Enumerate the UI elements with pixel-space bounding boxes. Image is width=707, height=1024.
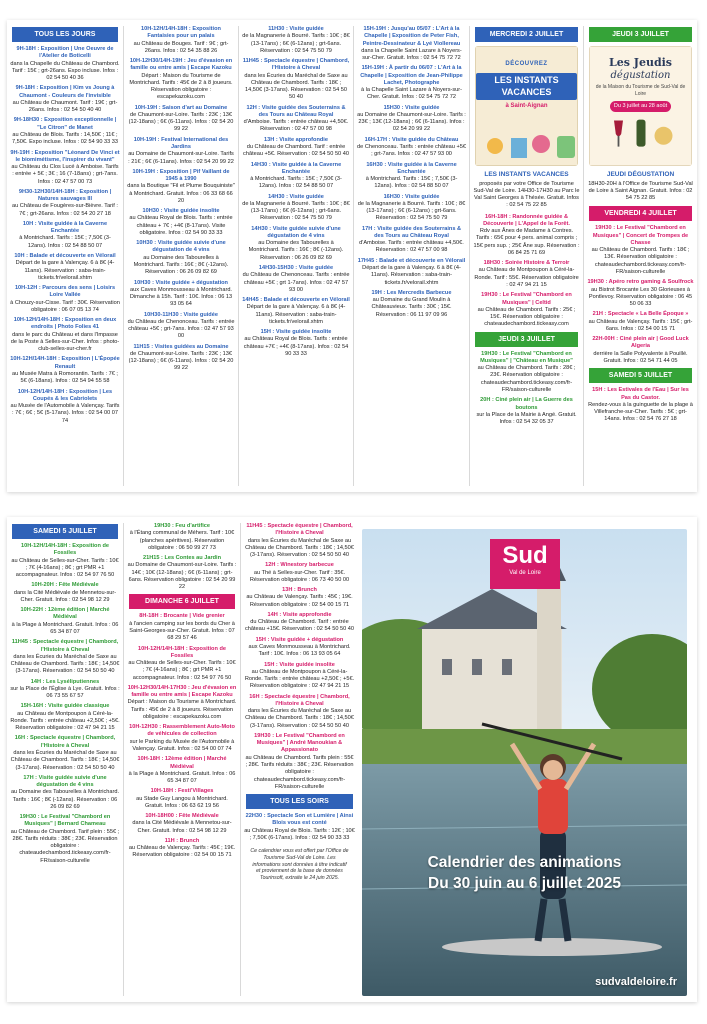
event-item — [473, 292, 580, 328]
event-item — [10, 150, 120, 186]
event-details: au Domaine de Chaumont-sur-Loire. Tarifs : 21€ ; 6€ (6-11ans). Infos : 02 54 20 99 22 — [128, 151, 234, 165]
website-link[interactable]: sudvaldeloire.fr — [595, 976, 677, 988]
event-title: 17H45 : Balade et découverte en Vélorail — [357, 257, 466, 264]
event-item — [242, 265, 350, 294]
event-details: au Château de Chambord. Tarif plein : 55€ ; 28€. Tarifs réduits : 38€ ; 23€. Réservation obligatoire : chateaudechambord.tickeasy.com/fr-FR/saison-culturelle — [10, 828, 120, 864]
event-details: Rdv aux Ânes de Madame à Contres. Tarifs : 65€ pour 4 pers. animal compris ; 15€ pers sup. ; 25€ Âne sup. Réservation : 06 84 25 71 69 — [473, 228, 580, 256]
event-details: au Château Royal de Blois. Tarifs : 12€ ; 10€ ; 7,50€ (6-17ans). Infos : 02 54 90 33 33 — [244, 827, 355, 841]
event-title: 19H : Les Mercredis Barbecue — [371, 289, 452, 296]
logo-subtext: Val de Loire — [509, 570, 541, 576]
event-title: 10H30-11H30 : Visite guidée — [144, 311, 218, 318]
event-details: dans les Écuries du Maréchal de Saxe au Château de Chambord. Tarifs : 18€ ; 14,50€ (3-17ans). Réservation : 02 54 50 50 40 — [245, 708, 354, 729]
event-title: 10H-12H/14H-18H : Exposition | L'Épopée Renault — [10, 356, 120, 370]
event-title: 10H-12H/14H-18H : Exposition Fantaisies pour un palais — [141, 26, 221, 40]
event-item — [244, 662, 355, 691]
event-title: 14H45 : Balade et découverte en Vélorail — [242, 297, 350, 304]
event-title: 20H : Ciné plein air | La Guerre des boutons — [480, 397, 573, 411]
event-item — [244, 694, 355, 730]
column-5 — [470, 26, 584, 486]
event-item — [127, 685, 237, 721]
event-item — [244, 562, 355, 584]
wine-illustration — [596, 116, 686, 152]
event-title: 10H-12H/14H-18H : Exposition | Les Coupés & les Cabriolets — [17, 388, 113, 402]
column-4 — [354, 26, 470, 486]
event-details: d'Amboise. Tarifs : entrée château +4,50€. Réservation : 02 47 57 00 98 — [243, 119, 349, 133]
event-item — [242, 26, 350, 55]
event-details: à l'Étang communal de Méhers. Tarif : 10€ (planches apéritives). Réservation obligatoire : 06 50 99 27 73 — [129, 530, 235, 551]
event-details: Départ de la gare à Valençay. 6 à 8€ (4-11ans). Réservation : saba-train-tickets.fr/velorail.xhtm — [246, 304, 346, 325]
event-item — [473, 214, 580, 258]
disclaimer-note: Ce calendrier vous est offert par l'Office de Tourisme Sud-Val de Loire. Les informations sont données à titre indicatif et proviennent de la base de données Tourinsoft, extraite le 24 juin 2025. — [250, 848, 349, 882]
event-details: à la Plage à Montrichard. Gratuit. Infos : 06 65 34 87 07 — [11, 621, 119, 636]
paddle-landscape-illustration — [362, 529, 687, 996]
event-title: 10H-18H00 : Fête Médiévale — [145, 813, 219, 820]
event-details: au Château de Chaumont. Tarif : 19€ ; grt-26ans. Infos : 02 54 50 40 40 — [12, 99, 118, 114]
event-title: 10H-20H : Fête Médiévale — [31, 582, 99, 589]
event-details: dans la Boutique "Fil et Plume Bouquiniste" à Montrichard. Gratuit. Infos : 06 33 68 66 20 — [127, 183, 235, 204]
event-item — [357, 194, 466, 223]
event-title: 15H : Les Estivales de l'Eau | Sur les Pas du Castor. — [592, 387, 689, 401]
poster-text: à Saint-Aignan — [505, 103, 548, 110]
event-item — [473, 260, 580, 289]
event-title: 10H-19H : Exposition | Pif Vaillant de 1945 à 1990 — [132, 168, 230, 183]
day-header: VENDREDI 4 JUILLET — [589, 206, 692, 221]
poster-text: Les Jeudis — [608, 56, 673, 70]
event-item — [242, 58, 350, 102]
logo-text: Sud — [502, 542, 548, 569]
event-item — [244, 523, 355, 559]
day-header: MERCREDI 2 JUILLET — [475, 27, 578, 42]
event-details: Rendez-vous à la guinguette de la plage à Villefranche-sur-Cher. Tarifs : 5€ ; grt-14ans. Infos : 02 54 76 27 18 — [588, 401, 693, 423]
event-item — [357, 162, 466, 191]
event-title: 15H-19H : À partir du 06/07 : L'Art à la Chapelle | Exposition de Jean-Philippe Lachet, Photographe — [360, 65, 463, 86]
event-title: 10H-18H : Festi'Villages — [150, 788, 214, 795]
event-item — [10, 607, 120, 636]
event-item — [10, 389, 120, 425]
event-title: 22H30 : Spectacle Son et Lumière | Ainsi Blois vous est conté — [245, 813, 354, 827]
event-item — [587, 225, 694, 276]
event-details: du Château de Chambord. Tarif : entrée château +5€. Réservation : 02 54 50 50 40 — [243, 143, 349, 158]
event-details: au Château de Valençay. Tarifs : 45€ ; 19€. Réservation obligatoire : 02 54 00 15 71 — [246, 594, 353, 608]
poster-text: DÉCOUVREZ — [505, 61, 548, 68]
event-details: à Montrichard. Tarifs : 15€ ; 7,50€ (3-12ans). Infos : 02 54 88 50 07 — [365, 176, 458, 190]
event-details: du Château de Chenonceau. Tarifs : entrée château +5€ ; grt 1-7ans). Infos : 02 47 57 93 00 — [242, 272, 350, 293]
event-item — [242, 105, 350, 134]
event-title: 9H30-12H30/14H-18H : Exposition | Natures sauvages III — [18, 188, 112, 203]
event-details: au Musée de l'Automobile à Valençay. Tarifs : 7€ ; 6€ ; 5€ (5-17ans). Infos : 02 54 00 07 74 — [10, 403, 120, 424]
event-title: 19H30 : Le Festival "Chambord en Musiques" | Bernard Chameau — [19, 814, 111, 828]
event-title: 14H30 : Visite guidée suivie d'une dégustation de 4 vins — [251, 225, 341, 239]
event-details: dans les Écuries du Maréchal de Saxe au Château de Chambord. Tarifs : 18€ ; 14,50€ (3-17ans). Réservation : 02 54 50 50 40 — [10, 750, 120, 771]
event-details: dans la Chapelle du Château de Chambord. Tarif : 15€ ; grt-26ans. Expo incluse. Infos : 02 54 50 40 36 — [10, 60, 120, 82]
event-title: 10H-12H : Parcours des sens | Loisirs Loire Vallée — [14, 285, 116, 299]
event-item — [10, 679, 120, 701]
event-details: à l'ancien camping sur les bords du Cher à Saint-Georges-sur-Cher. Gratuit. Infos : 07 68 29 57 46 — [129, 620, 235, 642]
event-title: 16H-17H : Visite guidée du Château — [364, 136, 459, 143]
event-item — [127, 58, 235, 102]
event-item — [10, 543, 120, 579]
event-title: 12H : Winestory barbecue — [265, 562, 334, 569]
event-details: au Château de Chambord. Tarifs : 25€ ; 15€. Réservation obligatoire : chateaudechambord.tickeasy.com — [477, 306, 576, 328]
event-title: 8H-18H : Brocante | Vide grenier — [139, 613, 225, 620]
event-item — [357, 226, 466, 255]
event-details: à la Plage à Montrichard. Gratuit. Infos : 06 65 34 87 07 — [128, 770, 236, 785]
event-item — [127, 169, 235, 205]
event-title: 21H15 : Les Contes au Jardin — [142, 555, 222, 562]
card-title: JEUDI DÉGUSTATION — [606, 171, 675, 179]
column-3 — [239, 26, 354, 486]
event-item — [242, 329, 350, 358]
event-item — [242, 162, 350, 191]
event-item — [10, 117, 120, 146]
event-details: au Château de Selles-sur-Cher. Tarifs : 10€ ; 7€ (4-16ans) ; 8€ ; grt PMR +1 accompagnateur. Infos : 02 54 97 76 50 — [128, 660, 236, 681]
event-item — [10, 46, 120, 82]
event-title: 19H30 : Le Festival "Chambord en Musiques" | Concert de Trompes de Chasse — [592, 225, 689, 246]
event-details: de Chaumont-sur-Loire. Tarifs : 23€ ; 13€ (12-18ans) ; 6€ (6-11ans). Infos : 02 54 20 99 22 — [128, 111, 234, 133]
event-item — [127, 523, 237, 552]
event-item — [587, 279, 694, 308]
cover-title — [362, 854, 687, 893]
event-item — [127, 312, 235, 341]
event-title: 9H-18H : Exposition | Kim vs Joung à Chaumont - Couleurs de l'invisible — [15, 85, 115, 99]
event-details: au Château de Montpoupon à Céré-la-Ronde. Tarif : 55€. Réservation obligatoire : 02 47 94 21 15 — [474, 267, 579, 288]
event-item — [357, 137, 466, 159]
event-title: 15H : Visite guidée + dégustation — [255, 636, 344, 643]
event-details: au Domaine de Chaumont-sur-Loire. Tarifs : 23€ ; 13€ (12-18ans) ; 6€ (6-11ans). Infos : 02 54 20 99 22 — [357, 111, 466, 133]
event-item — [244, 733, 355, 791]
event-title: 9H-18H : Exposition | Une Oeuvre de l'Atelier de Boticelli — [16, 46, 114, 60]
event-item — [10, 735, 120, 771]
event-title: 10H : Balade et découverte en Vélorail — [14, 253, 116, 259]
event-item — [242, 194, 350, 223]
poster-illustration — [483, 126, 578, 160]
event-details: au Bistrot Brocante Les 30 Glorieuses à Pontlevoy. Réservation obligatoire : 06 45 50 06 33 — [588, 286, 693, 308]
event-item — [127, 555, 237, 591]
event-item — [242, 297, 350, 326]
event-item — [10, 814, 120, 865]
event-title: 10H-12H/14H-18H : Exposition en deux endroits | Photo Folies 41 — [13, 317, 117, 331]
event-title: 14H : Visite approfondie — [267, 611, 332, 618]
event-title: 14H30-15H30 : Visite guidée — [258, 264, 334, 271]
event-title: 19H30 : Feu d'artifice — [153, 523, 211, 529]
event-details: au Château du Clos Lucé à Amboise. Tarifs : entrée + 5€ ; 3€ ; 16 (7-18ans) ; grt-7ans. Infos : 02 47 57 00 73 — [11, 164, 119, 185]
event-title: 9H-18H30 : Exposition exceptionnelle | "Le Citron" de Manet — [13, 117, 117, 131]
sud-val-de-loire-logo — [490, 539, 560, 589]
event-title: 13H : Visite approfondie — [264, 136, 328, 143]
event-details: aux Caves Monmousseau à Montrichard. Tarif : 10€. Infos : 06 13 93 05 64 — [248, 643, 351, 658]
jeudis-degustation-poster — [589, 46, 692, 166]
event-details: au Domaine de Chaumont-sur-Loire. Tarifs : 14€ ; 10€ (12-18ans) ; 6€ (6-11ans) ; grt-6ans. Réservation obligatoire : 02 54 20 99 22 — [127, 562, 237, 591]
event-title: 15H-16H : Visite guidée classique — [20, 703, 110, 710]
event-item — [10, 317, 120, 353]
event-item — [10, 703, 120, 732]
event-details: dans les Écuries du Maréchal de Saxe au Château de Chambord. Tarifs : 18€ ; 14,50€ (3-17ans). Réservation : 02 54 50 50 40 — [10, 653, 120, 675]
event-details: au Château de Selles-sur-Cher. Tarifs : 10€ ; 7€ (4-16ans) ; 8€ ; grt PMR +1 accompagnateur. Infos : 02 54 97 76 50 — [11, 557, 119, 579]
card-description: proposés par votre Office de Tourisme Sud-Val de Loire. 14H30-17H30 au Parc le Val Saint Georges à Thésée. Gratuit. Infos : 02 54 75 22 85 — [473, 180, 580, 209]
event-details: derrière la Salle Polyvalente à Pouillé. Gratuit. Infos : 02 54 71 44 05 — [593, 350, 688, 364]
event-item — [473, 351, 580, 395]
event-item — [587, 387, 694, 423]
event-details: Départ de la gare à Valençay. 6 à 8€ (4-11ans). Réservation : saba-train-tickets.fr/velorail.xhtm — [362, 264, 461, 286]
event-details: de la Magnanerie à Bourré. Tarifs : 10€ ; 8€ (13-17ans) ; 6€ (6-12ans) ; grt-6ans. Réservation : 02 54 75 50 79 — [242, 33, 350, 54]
event-details: au Château de Montpoupon à Céré-la-Ronde. Tarifs : entrée château +2,50€ ; +5€. Réservation obligatoire : 02 47 94 21 15 — [244, 668, 355, 690]
event-details: au Thé à Selles-sur-Cher. Tarif : 35€. Réservation obligatoire : 06 73 40 50 00 — [249, 569, 350, 583]
cover-title-line1: Calendrier des animations — [427, 854, 622, 871]
event-title: 16H30 : Visite guidée — [383, 193, 440, 200]
event-details: dans les Écuries du Maréchal de Saxe au Château de Chambord. Tarifs : 18€ ; 14,50€ (3-17ans). Réservation : 02 54 50 50 40 — [244, 72, 348, 101]
event-details: au Château de Montpoupon à Céré-la-Ronde. Tarifs : entrée château +2,50€ ; +5€. Réservation obligatoire : 02 47 94 21 15 — [10, 710, 120, 732]
event-title: 19H30 : Le Festival "Chambord en Musiques" | "Château en Musique" — [480, 350, 573, 364]
instants-vacances-poster — [475, 46, 578, 166]
event-title: 15H-19H : Jusqu'au 05/07 : L'Art à la Chapelle | Exposition de Peter Fish, Peintre-Dessinateur & Lyé Viollereau — [362, 26, 461, 47]
event-item — [10, 253, 120, 282]
event-item — [242, 137, 350, 159]
column-2 — [124, 523, 241, 996]
event-title: 11H15 : Visites guidées au Domaine — [133, 343, 229, 350]
event-details: à la Chapelle Saint Lazare à Noyers-sur-Cher. Gratuit. Infos : 02 54 75 72 72 — [360, 87, 463, 101]
event-title: 13H : Brunch — [282, 587, 317, 594]
event-item — [127, 724, 237, 753]
event-title: 11H30 : Visite guidée — [268, 26, 324, 32]
column-6 — [584, 26, 697, 486]
event-item — [10, 775, 120, 811]
event-details: Départ : Maison du Tourisme à Montrichard. Tarifs : 45€ de 2 à 8 joueurs. Réservation obligatoire : escapekazoku.com — [127, 699, 237, 720]
event-title: 16H30 : Visite guidée à la Caverne Enchantée — [366, 161, 457, 175]
event-details: au Château de Valençay. Tarifs : 45€ ; 19€. Réservation obligatoire : 02 54 00 15 71 — [128, 845, 236, 859]
event-title: 16H : Spectacle équestre | Chambord, l'Histoire à Cheval — [14, 735, 116, 749]
event-title: 17H : Visite guidée des Souterrains & des Tours au Château Royal — [361, 225, 462, 239]
poster-text: dégustation — [610, 70, 671, 82]
event-title: 15H : Visite guidée insolite — [264, 661, 335, 668]
event-title: 10H-18H : 12ème édition | Marché Médiéval — [137, 756, 227, 770]
event-title: 18H30 : Soirée Histoire & Terroir — [483, 260, 570, 267]
event-details: à Chouzy-sur-Cisse. Tarif : 30€. Réservation obligatoire : 06 07 05 13 74 — [10, 299, 120, 313]
event-item — [242, 226, 350, 262]
event-details: au Château de Blois. Tarifs : 14,50€ ; 11€ ; 7,50€. Expo incluse. Infos : 02 54 90 33 33 — [11, 132, 119, 146]
column-1 — [7, 26, 124, 486]
event-details: de Chaumont-sur-Loire. Tarifs : 23€ ; 13€ (12-18ans) ; 6€ (6-11ans). Infos : 02 54 20 99 22 — [128, 350, 234, 372]
event-details: de la Magnanerie à Bourré. Tarifs : 10€ ; 8€ (13-17ans) ; 6€ (6-12ans) ; grt-6ans. Réservation : 02 54 75 50 79 — [357, 200, 466, 222]
event-title: 17H : Visite guidée suivie d'une dégustation de 4 vins — [23, 774, 107, 789]
event-title: 15H30 : Visite guidée — [383, 104, 440, 111]
event-title: 11H45 : Spectacle équestre | Chambord, l'Histoire à Cheval — [242, 58, 350, 72]
event-item — [127, 280, 235, 309]
event-details: du Château de Chenonceau. Tarifs : entrée château +5€ ; grt-7ans. Infos : 02 47 57 93 00 — [127, 318, 235, 340]
event-title: 11H : Brunch — [164, 837, 200, 844]
event-details: au Domaine des Tabourelles à Montrichard. Tarifs : 16€ ; 8€ (-12ans). Réservation : 06 26 09 82 69 — [133, 254, 229, 276]
cover-title-line2: Du 30 juin au 6 juillet 2025 — [428, 875, 621, 892]
event-details: aux Caves Monmousseau à Montrichard. Dimanche à 15h. Tarif : 10€. Infos : 06 13 93 05 64 — [129, 286, 233, 308]
card-title: LES INSTANTS VACANCES — [484, 171, 569, 179]
event-details: dans le parc du Château et dans l'Impasse de la Poste à Selles-sur-Cher. Infos : photo-club-selles-sur-cher.fr — [10, 331, 120, 353]
event-title: 10H-12H/14H-18H : Exposition de Fossiles — [138, 645, 226, 659]
event-details: au Château Royal de Blois. Tarifs : entrée château +7€ ; +4€ (8-17ans). Infos : 02 54 90 33 33 — [243, 336, 349, 357]
event-details: au Château de Chambord. Tarifs : 28€ ; 23€. Réservation obligatoire : chateaudechambord.tickeasy.com/fr-FR/saison-culturelle — [477, 365, 576, 393]
event-item — [127, 613, 237, 642]
event-details: au Domaine des Tabourelles à Montrichard. Tarifs : 16€ ; 8€ (-12ans). Réservation : 06 26 09 82 69 — [248, 240, 344, 261]
event-item — [127, 240, 235, 276]
event-item — [357, 105, 466, 134]
event-title: 10H30 : Visite guidée insolite — [142, 208, 220, 215]
event-title: 10H-19H : Saison d'art au Domaine — [134, 104, 228, 111]
cover-photo — [362, 529, 687, 996]
event-details: dans la Cité Médiévale de Mennetou-sur-Cher. Gratuit. Infos : 02 54 98 12 29 — [13, 589, 117, 603]
event-details: au Château de Fougères-sur-Bièvre. Tarif : 7€ ; grt-26ans. Infos : 02 54 20 27 18 — [12, 203, 118, 217]
event-title: 10H-19H : Festival International des Jardins — [133, 136, 229, 150]
event-details: du Château de Chambord. Tarif : entrée château +15€. Réservation : 02 54 50 50 40 — [244, 619, 354, 633]
event-title: 10H-12H/14H-18H : Exposition de Fossiles — [21, 543, 109, 557]
event-details: sur la Place de la Mairie à Angé. Gratuit. Infos : 02 54 32 05 37 — [476, 411, 577, 426]
day-header: TOUS LES JOURS — [12, 27, 118, 42]
event-title: 19H30 : Apéro retro gaming & Soulfrock — [587, 279, 694, 286]
event-item — [10, 639, 120, 675]
event-item — [10, 189, 120, 218]
bottom-page — [7, 517, 697, 1002]
day-header: SAMEDI 5 JUILLET — [12, 524, 118, 539]
event-title: 15H : Visite guidée insolite — [260, 329, 332, 336]
event-item — [10, 285, 120, 314]
event-title: 14H30 : Visite guidée — [268, 193, 324, 200]
event-details: au Château de Valençay. Tarifs : 15€ ; grt-6ans. Infos : 02 54 00 15 71 — [588, 318, 693, 332]
event-title: 22H-00H : Ciné plein air | Good Luck Algeria — [592, 336, 689, 350]
event-title: 10H30 : Visite guidée suivie d'une dégustation de 4 vins — [136, 240, 226, 254]
event-title: 10H : Visite guidée à la Caverne Enchantée — [22, 220, 108, 235]
event-title: 14H : Les Lyséliputiennes — [30, 678, 100, 685]
event-details: dans les Écuries du Maréchal de Saxe au Château de Chambord. Tarifs : 18€ ; 14,50€ (3-17ans). Réservation : 02 54 50 50 40 — [245, 537, 354, 559]
day-header: TOUS LES SOIRS — [246, 794, 353, 809]
event-details: Départ de la gare à Valençay. 6 à 8€ (4-11ans). Réservation : saba-train-tickets.fr/velorail.xhtm — [15, 260, 115, 281]
event-item — [10, 85, 120, 114]
column-1 — [7, 523, 124, 996]
event-item — [127, 813, 237, 835]
event-details: au Château de Chambord. Tarifs : 18€ ; 13€. Réservation obligatoire : chateaudechambord.tickeasy.com/fr-FR/saison-culturelle — [591, 247, 690, 276]
event-details: dans la Cité Médiévale à Mennetou-sur-Cher. Gratuit. Infos : 02 54 98 12 29 — [132, 820, 232, 834]
event-details: à Montrichard. Tarifs : 15€ ; 7,50€ (3-12ans). Infos : 02 54 88 50 07 — [19, 235, 111, 249]
event-item — [127, 756, 237, 785]
card-description: 18H30-20H à l'Office de Tourisme Sud-Val de Loire à Saint Aignan. Gratuit. Infos : 02 54 75 22 85 — [588, 180, 693, 202]
event-title: 19H30 : Le Festival "Chambord en Musiques" | André Manoukian & Appassionato — [254, 732, 345, 754]
column-3 — [241, 523, 358, 996]
poster-text: de la Maison du Tourisme de Sud-Val de Loire — [595, 84, 686, 97]
column-2 — [124, 26, 239, 486]
event-title: 14H30 : Visite guidée à la Caverne Enchantée — [250, 161, 342, 175]
event-item — [127, 137, 235, 166]
event-item — [127, 788, 237, 810]
poster-text: Du 3 juillet au 28 août — [610, 101, 671, 112]
event-item — [357, 65, 466, 101]
event-item — [357, 26, 466, 62]
event-details: dans la Chapelle Saint Lazare à Noyers-sur-Cher. Gratuit. Infos : 02 54 75 72 72 — [361, 47, 462, 62]
event-item — [127, 344, 235, 373]
event-details: au Château de Bouges. Tarif : 9€ ; grt-26ans. Infos : 02 54 35 88 26 — [133, 40, 229, 54]
poster-text: LES INSTANTS VACANCES — [476, 73, 577, 100]
event-item — [357, 290, 466, 319]
event-item — [244, 813, 355, 842]
event-item — [244, 637, 355, 659]
event-details: de Chenonceau. Tarifs : entrée château +5€ ; grt-7ans. Infos : 02 47 57 93 00 — [357, 143, 466, 158]
event-item — [244, 612, 355, 634]
event-item — [587, 336, 694, 365]
event-item — [473, 397, 580, 426]
event-title: 10H-22H : 12ème édition | Marché Médiéval — [20, 607, 110, 621]
day-header: DIMANCHE 6 JUILLET — [129, 594, 235, 609]
event-item — [127, 105, 235, 134]
day-header: SAMEDI 5 JUILLET — [589, 368, 692, 383]
event-item — [127, 838, 237, 860]
event-details: d'Amboise. Tarifs : entrée château +4,50€. Réservation : 02 47 57 00 98 — [359, 240, 464, 254]
event-title: 11H45 : Spectacle équestre | Chambord, l'Histoire à Cheval — [11, 639, 119, 653]
event-title: 11H45 : Spectacle équestre | Chambord, l'Histoire à Cheval — [246, 523, 353, 537]
event-title: 10H-12H30/14H-19H : Jeu d'évasion en famille ou entre amis | Escape Kazoku — [129, 58, 233, 72]
event-title: 10H-12H30 : Rassemblement Auto-Moto de véhicules de collection — [129, 724, 235, 738]
event-title: 10H-12H30/14H-17H30 : Jeu d'évasion en famille ou entre amis | Escape Kazoku — [127, 684, 237, 699]
event-title: 19H30 : Le Festival "Chambord en Musiques" | Celtid — [481, 292, 572, 306]
event-item — [127, 26, 235, 55]
event-details: de la Magnanerie à Bourré. Tarifs : 10€ ; 8€ (13-17ans) ; 6€ (6-12ans) ; grt-6ans. Réservation : 02 54 75 50 79 — [242, 200, 350, 222]
event-title: 12H : Visite guidée des Souterrains & des Tours au Château Royal — [246, 104, 346, 118]
event-item — [357, 258, 466, 287]
event-details: Départ : Maison du Tourisme de Montrichard. Tarifs : 45€ de 2 à 8 joueurs. Réservation obligatoire : escapekazoku.com — [129, 72, 233, 101]
event-title: 21H : Spectacle « La Belle Époque » — [592, 311, 689, 318]
event-details: au Château Royal de Blois. Tarifs : entrée château + 7€ ; +4€ (8-17ans). Visite obligatoire. Infos : 02 54 90 33 33 — [129, 215, 233, 236]
event-details: au Musée Matra à Romorantin. Tarifs : 7€ ; 5€ (6-18ans). Infos : 02 54 94 55 58 — [12, 370, 118, 385]
event-details: à Montrichard. Tarifs : 15€ ; 7,50€ (3-12ans). Infos : 02 54 88 50 07 — [250, 176, 342, 190]
event-details: au Domaine du Grand Moulin à Châteauvieux. Tarifs : 30€ ; 15€. Réservation : 06 11 97 09 96 — [371, 297, 452, 318]
event-item — [10, 356, 120, 385]
day-header: JEUDI 3 JUILLET — [589, 27, 692, 42]
event-details: sur le Parking du Musée de l'Automobile à Valençay. Gratuit. Infos : 02 54 00 07 74 — [129, 738, 235, 752]
event-details: au Stade Guy Langou à Montrichard. Gratuit. Infos : 06 63 62 19 56 — [136, 795, 228, 809]
event-item — [244, 587, 355, 609]
event-item — [10, 582, 120, 604]
event-title: 16H : Spectacle équestre | Chambord, l'Histoire à Cheval — [249, 693, 350, 707]
event-title: 9H-19H : Exposition "Léonard De Vinci et le biomimétisme, l'inspirer du vivant" — [10, 149, 120, 163]
event-item — [127, 646, 237, 682]
event-item — [587, 311, 694, 333]
day-header: JEUDI 3 JUILLET — [475, 332, 578, 347]
event-item — [127, 208, 235, 237]
top-page — [7, 20, 697, 492]
event-item — [10, 221, 120, 250]
event-details: au Château de Chambord. Tarifs plein : 55€ ; 28€. Tarifs réduits : 38€ ; 23€. Réservation obligatoire : chateaudechambord.tickeasy.com/fr-FR/saison-culturelle — [245, 754, 354, 790]
event-details: sur la Place de l'Église à Lye. Gratuit. Infos : 06 73 55 67 57 — [10, 685, 120, 700]
event-title: 16H-18H : Randonnée guidée & Découverte | L'Appel de la Forêt. — [483, 213, 570, 227]
event-title: 10H30 : Visite guidée + dégustation — [134, 279, 228, 286]
event-details: au Domaine des Tabourelles à Montrichard. Tarifs : 16€ ; 8€ (-12ans). Réservation : 06 26 09 82 69 — [10, 789, 120, 810]
